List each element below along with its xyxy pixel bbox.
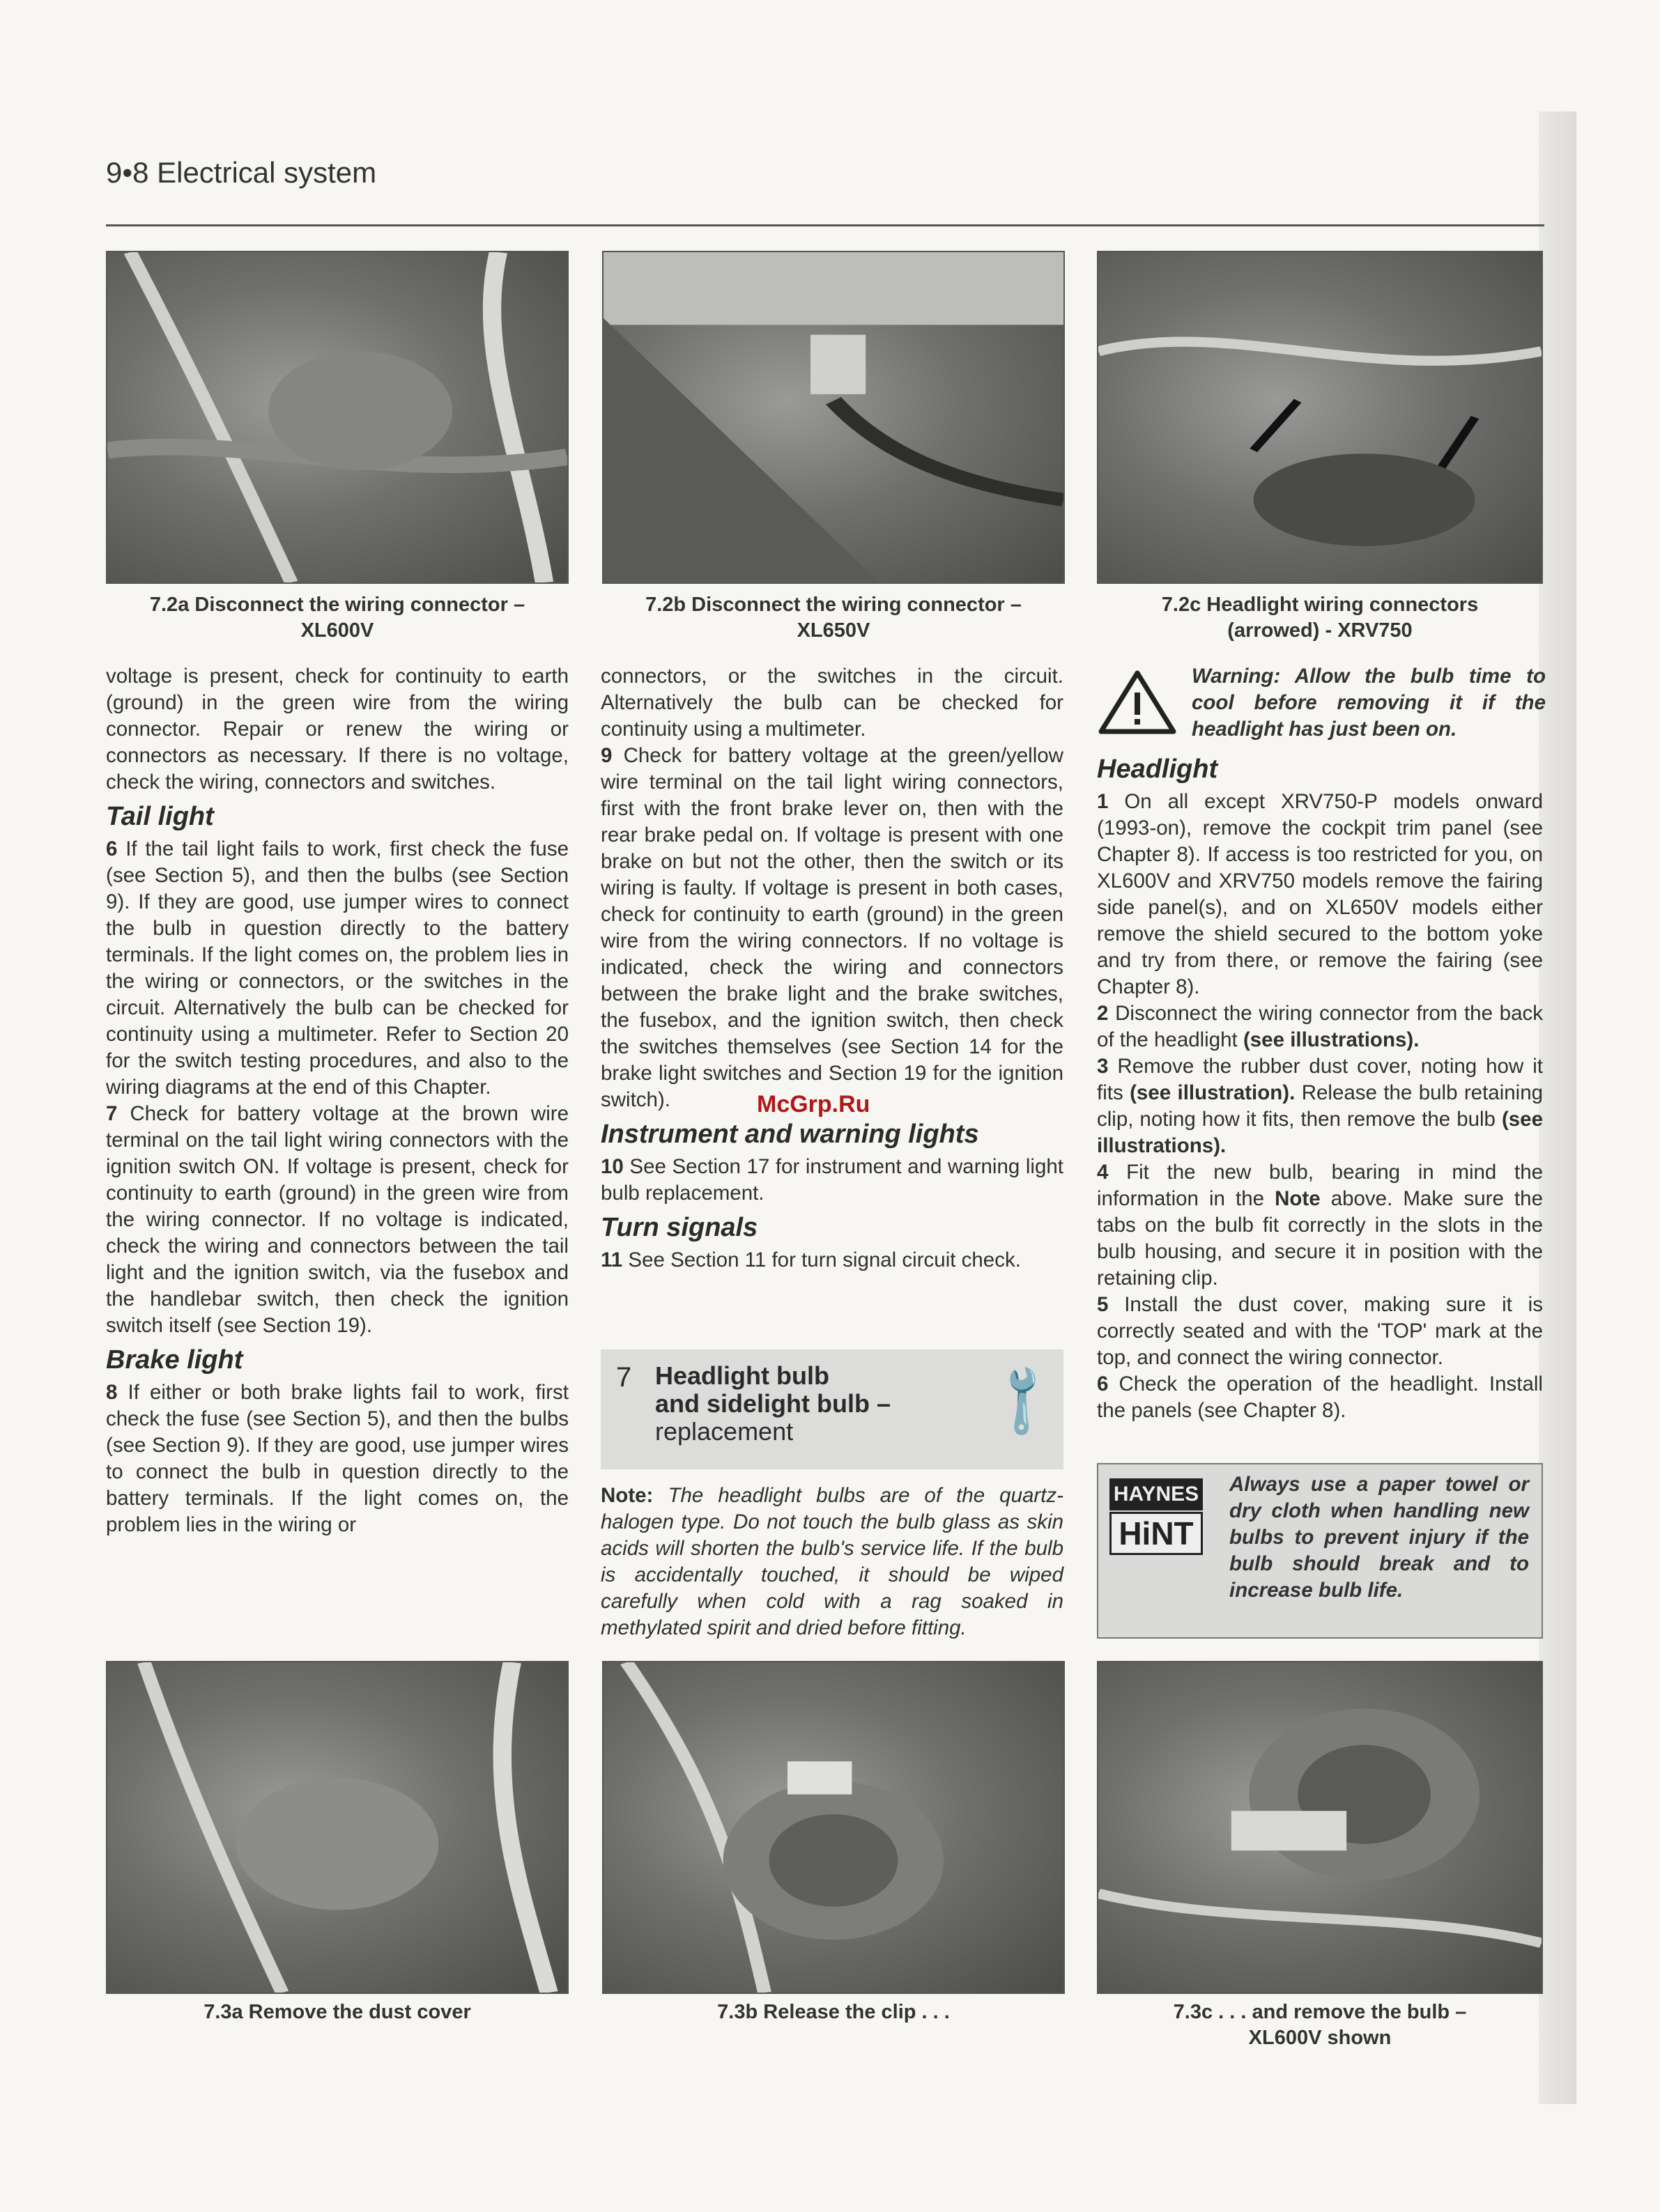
- para-text: Check for battery voltage at the green/yellow wire terminal on the tail light wiring connectors, first with the front brake lever on, then with the rear brake pedal on. If voltage is present with one brake on but not the other, then the switch or its wiring is faulty. If voltage is present in both cases, check for continuity to earth (ground) in the green wire from the wiring connectors. If no voltage is indicated, check the wiring and connectors between the brake light and the brake switches, the fusebox, and the ignition switch, then check the switches themselves (see Section 14 for the brake light switches and Section 19 for the ignition switch).: [601, 744, 1063, 1111]
- caption-line: 7.3a Remove the dust cover: [203, 2001, 471, 2023]
- para-ref: (see illustrations).: [1243, 1028, 1420, 1051]
- para-number: 8: [106, 1381, 118, 1404]
- paragraph-5: [1097, 1292, 1543, 1371]
- paragraph-9: [601, 743, 1063, 1113]
- caption-line: XL600V: [300, 619, 374, 642]
- para-ref: (see illustration).: [1130, 1081, 1296, 1104]
- para-text: See Section 11 for turn signal circuit check.: [628, 1248, 1021, 1271]
- caption-7-2a: [106, 592, 569, 644]
- caption-7-3c: [1097, 2000, 1543, 2051]
- para-text: See Section 17 for instrument and warning light bulb replacement.: [601, 1155, 1063, 1205]
- heading-brake-light: Brake light: [106, 1345, 243, 1375]
- note-block: [601, 1483, 1063, 1641]
- paragraph-6: [106, 836, 569, 1101]
- caption-line: 7.3c . . . and remove the bulb –: [1173, 2001, 1467, 2023]
- para-text: Check for battery voltage at the brown wire terminal on the tail light wiring connectors with the ignition switch ON. If voltage is present, check for continuity to earth (ground) in the green wire from the wiring connector. If no voltage is indicated, check the wiring and connectors between the tail light and the ignition switch, via the fusebox and the handlebar switch, then check the ignition switch itself (see Section 19).: [106, 1102, 569, 1337]
- para-text: Install the dust cover, making sure it is correctly seated and with the 'TOP' mark at the top, and connect the wiring connector.: [1097, 1293, 1543, 1369]
- text-column-3: [1097, 748, 1543, 1424]
- warning-triangle-icon: [1097, 669, 1178, 736]
- para-number: 9: [601, 744, 613, 767]
- text-column-2: [601, 663, 1063, 1274]
- photo-7-3a: [106, 1661, 569, 1994]
- paragraph-11: [601, 1247, 1063, 1274]
- caption-line: XL650V: [797, 619, 870, 642]
- hint-text: Always use a paper towel or dry cloth when handling new bulbs to prevent injury if the bulb should break and to increase bulb life.: [1229, 1473, 1529, 1602]
- para-number: 2: [1097, 1002, 1109, 1025]
- para-number: 3: [1097, 1055, 1109, 1078]
- para-text: Disconnect the wiring connector from the back of the headlight: [1097, 1002, 1543, 1051]
- para-text: If either or both brake lights fail to work, first check the fuse (see Section 5), and then the bulbs (see Section 9). If they are good, use jumper wires to connect the bulb in question directly to the battery terminals. If the light comes on, the problem lies in the wiring or: [106, 1381, 569, 1536]
- paragraph-7: [106, 1101, 569, 1339]
- caption-7-2c: [1097, 592, 1543, 644]
- para-number: 6: [106, 837, 118, 860]
- hint-logo-top: HAYNES: [1109, 1478, 1203, 1510]
- para-number: 5: [1097, 1293, 1109, 1316]
- photo-7-3c: [1097, 1661, 1543, 1994]
- para-text: Release the bulb retaining clip, noting how it fits, then remove the bulb: [1097, 1081, 1544, 1131]
- caption-line: XL600V shown: [1248, 2027, 1392, 2049]
- section-title: [655, 1362, 976, 1446]
- para-text: Fit the new bulb, bearing in mind the information in the: [1097, 1161, 1544, 1210]
- paragraph: connectors, or the switches in the circuit. Alternatively the bulb can be checked for continuity using a multimeter.: [601, 665, 1063, 741]
- para-number: 11: [601, 1248, 623, 1271]
- heading-tail-light: Tail light: [106, 802, 214, 831]
- page-header: [106, 156, 376, 190]
- para-text: On all except XRV750-P models onward (1993-on), remove the cockpit trim panel (see Chapter 8). If access is too restricted for you, on XL600V and XRV750 models remove the fairing side panel(s), and on XL650V models either remove the shield secured to the bottom yoke and try from there, or remove the fairing (see Chapter 8).: [1097, 790, 1543, 998]
- paragraph-6: [1097, 1371, 1543, 1424]
- hint-logo-bottom: HiNT: [1109, 1512, 1203, 1555]
- para-text: above. Make sure the tabs on the bulb fit correctly in the slots in the bulb housing, and secure it in position with the retaining clip.: [1097, 1187, 1543, 1290]
- paragraph-4: [1097, 1159, 1543, 1292]
- photo-7-2c: [1097, 251, 1543, 584]
- note-label: Note:: [601, 1484, 654, 1507]
- text-column-1: [106, 663, 569, 1538]
- paragraph-3: [1097, 1053, 1543, 1159]
- caption-7-2b: [602, 592, 1065, 644]
- section-title-line: Headlight bulb: [655, 1361, 829, 1390]
- para-number: 6: [1097, 1372, 1109, 1395]
- photo-7-2a: [106, 251, 569, 584]
- note-paragraph: [601, 1483, 1063, 1641]
- para-ref: (see illustrations).: [1097, 1108, 1543, 1157]
- para-number: 1: [1097, 790, 1109, 813]
- section-number: 7: [616, 1362, 632, 1393]
- para-ref: Note: [1275, 1187, 1321, 1210]
- paragraph-10: [601, 1154, 1063, 1207]
- caption-line: 7.3b Release the clip . . .: [717, 2001, 950, 2023]
- caption-7-3b: [602, 2000, 1065, 2025]
- section-title-line: replacement: [655, 1417, 794, 1446]
- caption-line: 7.2b Disconnect the wiring connector –: [645, 594, 1022, 616]
- wrench-icon: 🔧: [980, 1358, 1064, 1442]
- haynes-hint-box: [1097, 1463, 1543, 1639]
- photo-7-2b: [602, 251, 1065, 584]
- header-rule: [106, 224, 1544, 226]
- page-edge-shadow: [1539, 111, 1576, 2104]
- chapter-title: Electrical system: [157, 156, 377, 189]
- heading-instrument-lights: Instrument and warning lights: [601, 1120, 979, 1149]
- para-number: 4: [1097, 1161, 1109, 1184]
- photo-7-3b: [602, 1661, 1065, 1994]
- section-heading-box: [601, 1349, 1063, 1469]
- heading-turn-signals: Turn signals: [601, 1213, 758, 1242]
- paragraph-2: [1097, 1000, 1543, 1053]
- note-text: The headlight bulbs are of the quartz-halogen type. Do not touch the bulb glass as skin acids will shorten the bulb's service life. If the bulb is accidentally touched, it should be wiped carefully when cold with a rag soaked in methylated spirit and dried before fitting.: [601, 1484, 1063, 1639]
- paragraph: voltage is present, check for continuity to earth (ground) in the green wire from the wiring connector. Repair or renew the wiring or connectors as necessary. If there is no voltage, check the wiring, connectors and switches.: [106, 665, 569, 794]
- para-text: Remove the rubber dust cover, noting how it fits: [1097, 1055, 1543, 1104]
- caption-line: (arrowed) - XRV750: [1227, 619, 1413, 642]
- watermark: McGrp.Ru: [757, 1091, 870, 1117]
- para-number: 10: [601, 1155, 624, 1178]
- paragraph-8: [106, 1379, 569, 1538]
- caption-7-3a: [106, 2000, 569, 2025]
- para-text: If the tail light fails to work, first check the fuse (see Section 5), and then the bulbs (see Section 9). If they are good, use jumper wires to connect the bulb in question directly to the battery terminals. If the light comes on, the problem lies in the wiring or connectors, or the switches in the circuit. Alternatively the bulb can be checked for continuity using a multimeter. Refer to Section 20 for the switch testing procedures, and also to the wiring diagrams at the end of this Chapter.: [106, 837, 569, 1099]
- section-title-line: and sidelight bulb –: [655, 1389, 891, 1418]
- caption-line: 7.2c Headlight wiring connectors: [1161, 594, 1479, 616]
- page-number: 9•8: [106, 156, 149, 189]
- para-number: 7: [106, 1102, 118, 1125]
- para-text: Check the operation of the headlight. Install the panels (see Chapter 8).: [1097, 1372, 1543, 1422]
- paragraph-1: [1097, 789, 1543, 1000]
- caption-line: 7.2a Disconnect the wiring connector –: [149, 594, 525, 616]
- heading-headlight: Headlight: [1097, 755, 1218, 784]
- warning-text: Warning: Allow the bulb time to cool before removing it if the headlight has just been on.: [1192, 665, 1546, 741]
